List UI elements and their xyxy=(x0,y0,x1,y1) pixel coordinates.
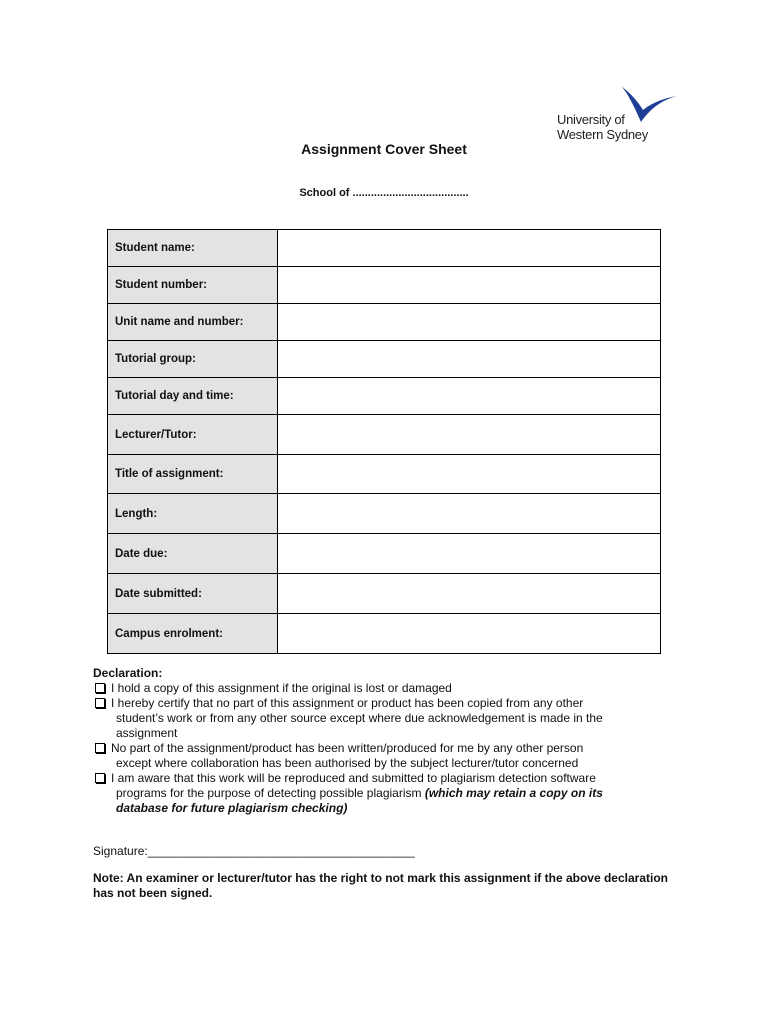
declaration-emphasis: (which may retain a copy on its xyxy=(424,786,603,800)
university-logo xyxy=(555,84,685,146)
unit-name-field[interactable] xyxy=(278,304,661,341)
field-label: Length: xyxy=(108,494,278,534)
declaration-text: I hold a copy of this assignment if the original is lost or damaged xyxy=(111,681,452,695)
signature-line[interactable]: Signature:________________________________________ xyxy=(93,844,415,858)
declaration-emphasis: database for future plagiarism checking) xyxy=(116,801,348,815)
school-line: School of ...................................... xyxy=(299,187,469,199)
note-text: Note: An examiner or lecturer/tutor has the right to not mark this assignment if the above declaration has not been signed. xyxy=(93,871,668,900)
page-title: Assignment Cover Sheet xyxy=(301,141,467,157)
logo-line-1: University of xyxy=(557,112,625,127)
declaration-text-line xyxy=(111,786,673,801)
declaration-item xyxy=(93,771,673,816)
form-row-tutorial-day xyxy=(108,378,661,415)
field-label: Date submitted: xyxy=(108,574,278,614)
tutorial-day-field[interactable] xyxy=(278,378,661,415)
declaration-heading: Declaration: xyxy=(93,666,163,680)
form-row-date-submitted xyxy=(108,574,661,614)
declaration-item xyxy=(93,681,673,696)
field-label: Student number: xyxy=(108,267,278,304)
checkbox[interactable] xyxy=(95,743,105,753)
declaration-text: student’s work or from any other source except where due acknowledgement is made in the xyxy=(116,711,603,725)
declaration-text: No part of the assignment/product has been written/produced for me by any other person xyxy=(111,741,584,755)
student-number-field[interactable] xyxy=(278,267,661,304)
checkbox[interactable] xyxy=(95,683,105,693)
checkbox[interactable] xyxy=(95,773,105,783)
date-due-field[interactable] xyxy=(278,534,661,574)
tutorial-group-field[interactable] xyxy=(278,341,661,378)
form-row-campus xyxy=(108,614,661,654)
length-field[interactable] xyxy=(278,494,661,534)
declaration-item xyxy=(93,741,673,771)
declaration-item xyxy=(93,696,673,741)
form-row-length xyxy=(108,494,661,534)
form-row-tutorial-group xyxy=(108,341,661,378)
field-label: Lecturer/Tutor: xyxy=(108,415,278,455)
field-label: Title of assignment: xyxy=(108,455,278,494)
form-row-student-name xyxy=(108,230,661,267)
declaration-text: I hereby certify that no part of this assignment or product has been copied from any other xyxy=(111,696,584,710)
field-label: Student name: xyxy=(108,230,278,267)
date-submitted-field[interactable] xyxy=(278,574,661,614)
declaration-section xyxy=(93,666,673,816)
logo-line-2: Western Sydney xyxy=(557,127,648,142)
student-name-field[interactable] xyxy=(278,230,661,267)
field-label: Date due: xyxy=(108,534,278,574)
declaration-text: except where collaboration has been authorised by the subject lecturer/tutor concerned xyxy=(116,756,579,770)
lecturer-field[interactable] xyxy=(278,415,661,455)
form-row-title xyxy=(108,455,661,494)
checkbox[interactable] xyxy=(95,698,105,708)
declaration-text: programs for the purpose of detecting possible plagiarism xyxy=(116,786,422,800)
form-row-lecturer xyxy=(108,415,661,455)
field-label: Campus enrolment: xyxy=(108,614,278,654)
field-label: Tutorial group: xyxy=(108,341,278,378)
campus-enrolment-field[interactable] xyxy=(278,614,661,654)
declaration-text: I am aware that this work will be reproduced and submitted to plagiarism detection software xyxy=(111,771,596,785)
form-row-date-due xyxy=(108,534,661,574)
cover-sheet-form xyxy=(107,229,661,654)
assignment-title-field[interactable] xyxy=(278,455,661,494)
field-label: Unit name and number: xyxy=(108,304,278,341)
declaration-text: assignment xyxy=(116,726,178,740)
form-row-unit-name xyxy=(108,304,661,341)
form-row-student-number xyxy=(108,267,661,304)
field-label: Tutorial day and time: xyxy=(108,378,278,415)
